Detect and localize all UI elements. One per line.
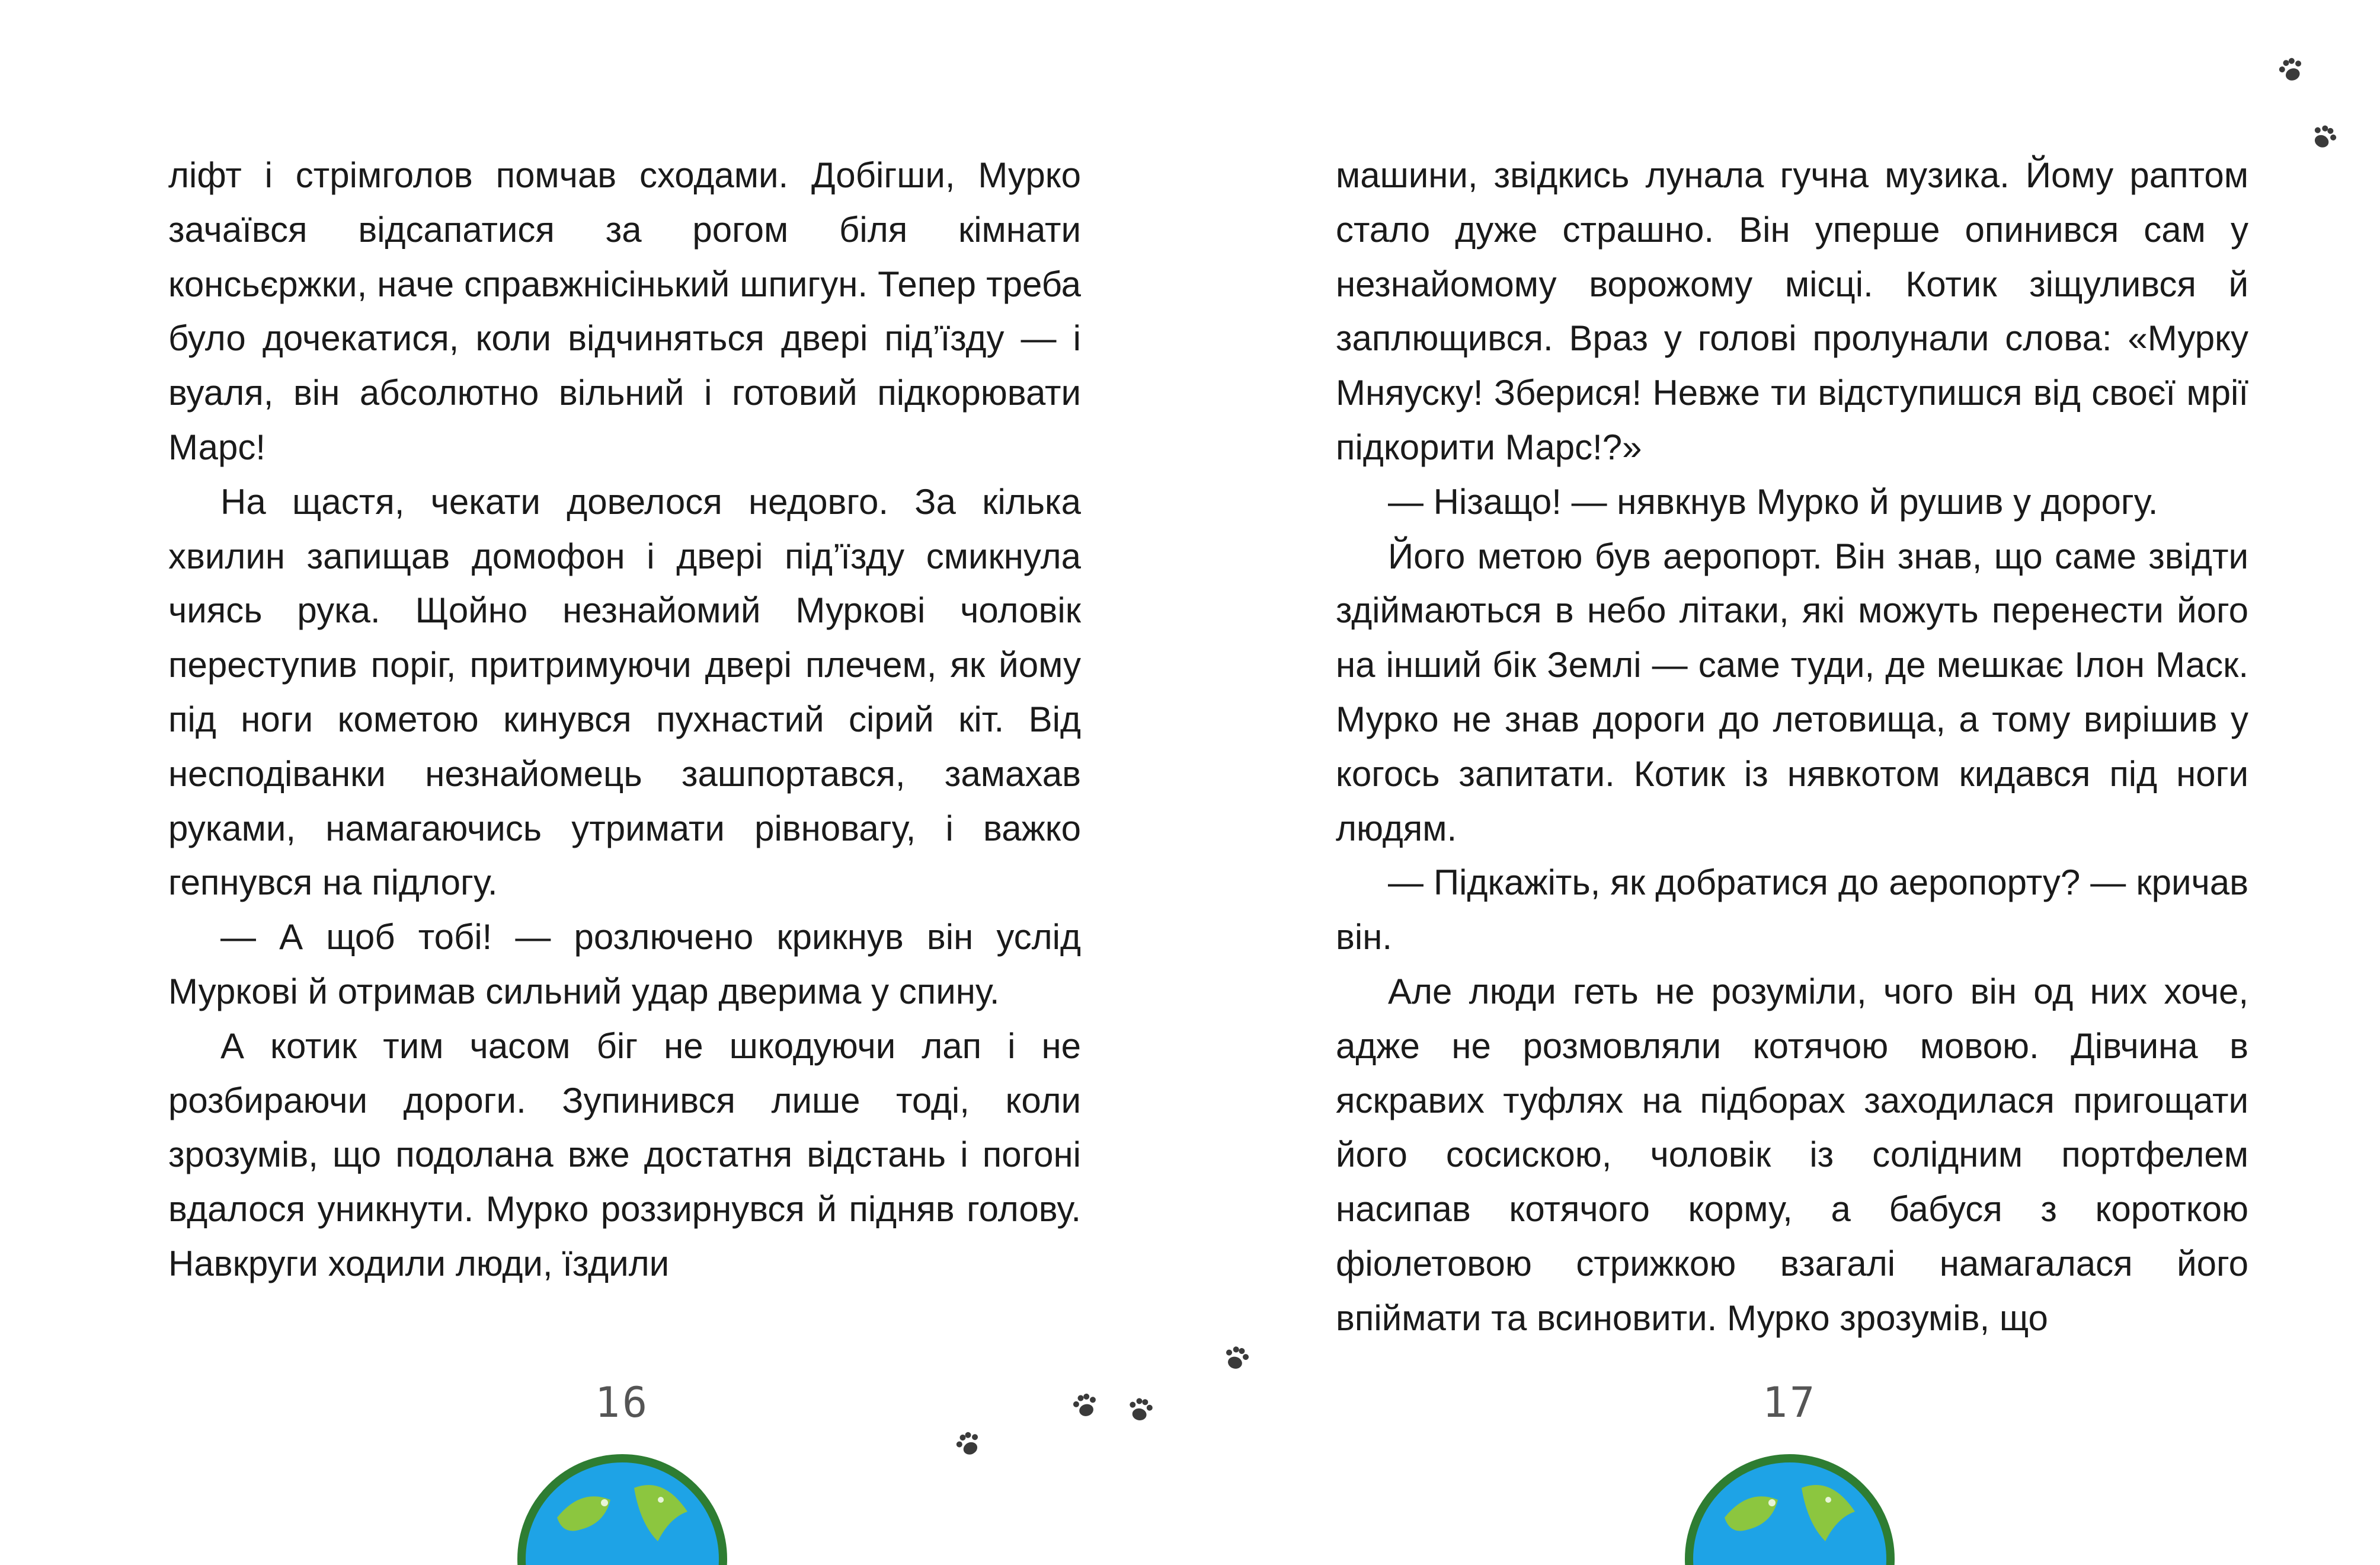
paw-print-icon xyxy=(1066,1387,1104,1425)
earth-globe-icon xyxy=(516,1446,729,1565)
paw-print-icon xyxy=(2303,116,2344,157)
page-number-right: 17 xyxy=(1762,1378,1818,1427)
paw-print-icon xyxy=(1217,1339,1255,1377)
paw-print-icon xyxy=(1122,1392,1158,1427)
right-paragraph-4: — Підкажіть, як добратися до аеропорту? — кричав він. xyxy=(1336,863,2248,957)
left-paragraph-3: — А щоб тобі! — розлючено крикнув він услід Муркові й отримав сильний удар дверима у спину. xyxy=(168,917,1081,1011)
left-paragraph-4: А котик тим часом біг не шкодуючи лап і не розбираючи дороги. Зупинився лише тоді, коли зрозумів, що подолана вже достатня відстань і погоні вдалося уникнути. Мурко роззирнувся й підняв голову. Навкруги ходили люди, їздили xyxy=(168,1026,1081,1283)
right-page xyxy=(1336,148,2248,1338)
paw-print-icon xyxy=(2272,50,2311,90)
right-paragraph-5: Але люди геть не розуміли, чого він од них хоче, адже не розмовляли котячою мовою. Дівчина в яскравих туфлях на підборах заходилася пригощати його сосискою, чоловік із солідним портфелем насипав котячого корму, а бабуся з короткою фіолетовою стрижкою взагалі намагалася його впіймати та всиновити. Мурко зрозумів, що xyxy=(1336,971,2248,1338)
right-paragraph-2: — Нізащо! — нявкнув Мурко й рушив у дорогу. xyxy=(1388,481,2158,522)
paw-print-icon xyxy=(948,1423,989,1464)
right-paragraph-1: машини, звідкись лунала гучна музика. Йому раптом стало дуже страшно. Він уперше опинився сам у незнайомому ворожому місці. Котик зіщулився й заплющився. Враз у голові пролунали слова: «Мурку Мняуску! Зберися! Невже ти відступишся від своєї мрії підкорити Марс!?» xyxy=(1336,155,2248,467)
left-paragraph-1: ліфт і стрімголов помчав сходами. Добігши, Мурко зачаївся відсапатися за рогом біля кімнати консьєржки, наче справжнісінький шпигун. Тепер треба було дочекатися, коли відчиняться двері під’їзду — і вуаля, він абсолютно вільний і готовий підкорювати Марс! xyxy=(168,155,1081,467)
earth-globe-icon xyxy=(1683,1446,1896,1565)
page-number-left: 16 xyxy=(594,1378,650,1427)
left-paragraph-2: На щастя, чекати довелося недовго. За кілька хвилин запищав домофон і двері під’їзду смикнула чиясь рука. Щойно незнайомий Муркові чоловік переступив поріг, притримуючи двері плечем, як йому під ноги кометою кинувся пухнастий сірий кіт. Від несподіванки незнайомець зашпортався, замахав руками, намагаючись утримати рівновагу, і важко гепнувся на підлогу. xyxy=(168,481,1081,903)
right-paragraph-3: Його метою був аеропорт. Він знав, що саме звідти здіймаються в небо літаки, які можуть перенести його на інший бік Землі — саме туди, де мешкає Ілон Маск. Мурко не знав дороги до летовища, а тому вирішив у когось запитати. Котик із нявкотом кидався під ноги людям. xyxy=(1336,536,2248,848)
left-page xyxy=(168,148,1081,1334)
